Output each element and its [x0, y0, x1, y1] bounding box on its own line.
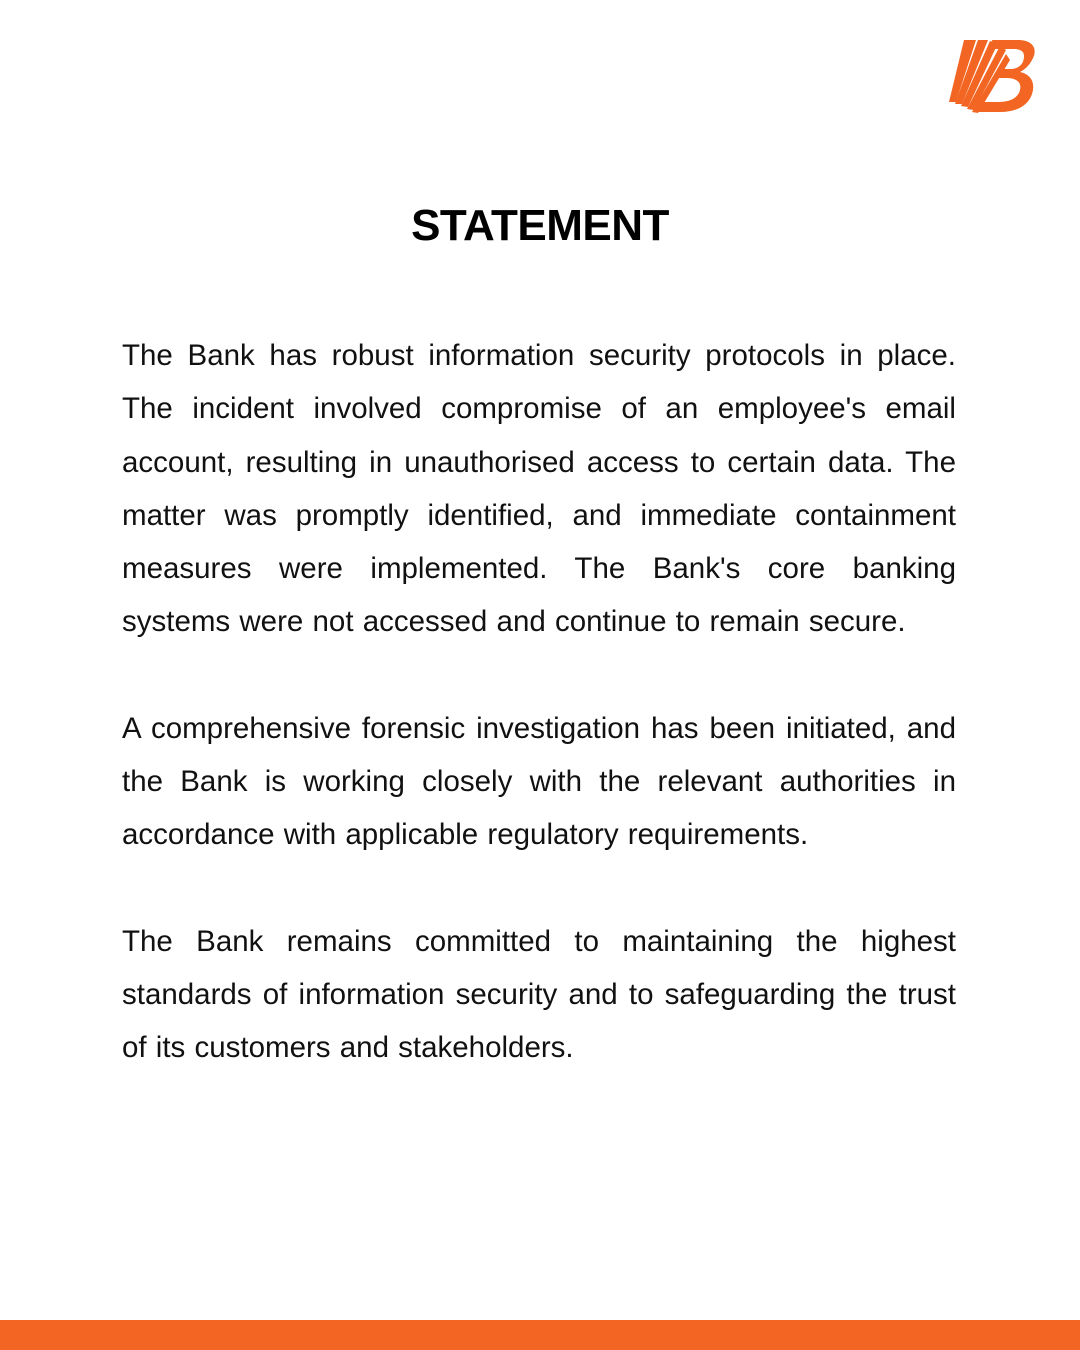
statement-body [122, 329, 956, 1075]
statement-paragraph: The Bank remains committed to maintaining the highest standards of information security and to safeguarding the trust of its customers and stakeholders. [122, 924, 956, 1065]
statement-paragraph: The Bank has robust information security protocols in place. The incident involved compromise of an employee's email account, resulting in unauthorised access to certain data. The matter was promptly identified, and immediate containment measures were implemented. The Bank's core banking systems were not accessed and continue to remain secure. [122, 339, 956, 639]
statement-paragraph: A comprehensive forensic investigation has been initiated, and the Bank is working closely with the relevant authorities in accordance with applicable regulatory requirements. [122, 711, 956, 852]
page-title: STATEMENT [411, 201, 669, 250]
accent-footer-bar [0, 1320, 1080, 1350]
bank-logo-icon [944, 36, 1040, 120]
